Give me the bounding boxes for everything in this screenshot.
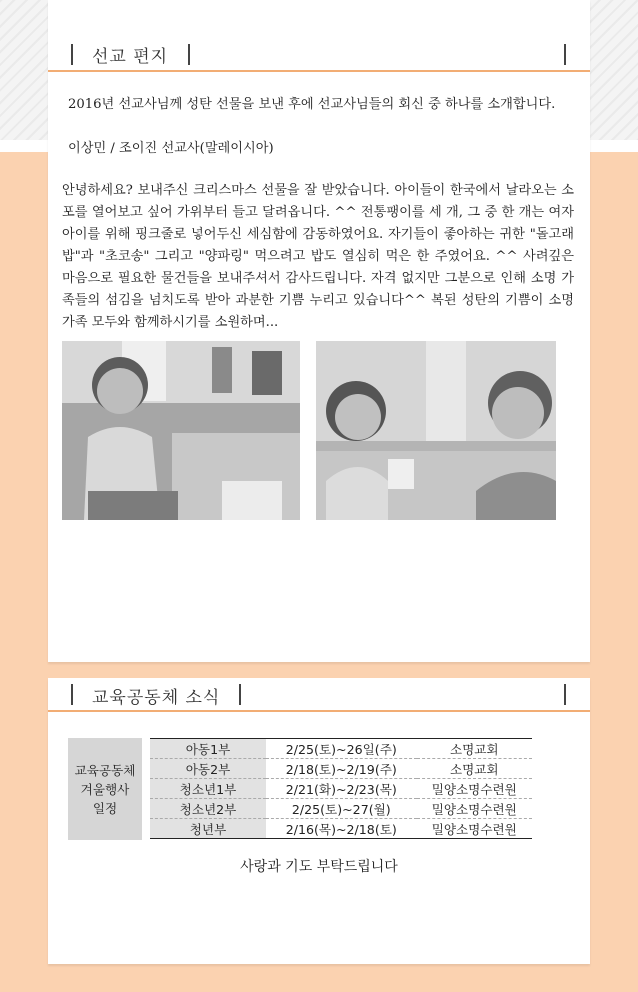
title-bar-right [239, 684, 241, 705]
date-cell: 2/16(목)~2/18(토) [266, 819, 417, 839]
date-cell: 2/18(토)~2/19(주) [266, 759, 417, 779]
place-cell: 소명교회 [417, 759, 532, 779]
prayer-request-note: 사랑과 기도 부탁드립니다 [240, 859, 398, 875]
section-title-bar [48, 678, 590, 712]
table-row [150, 759, 532, 779]
schedule-label-line: 교육공동체 [74, 762, 136, 778]
table-row [150, 779, 532, 799]
photo-boy-with-gifts [62, 341, 300, 520]
place-cell: 소명교회 [417, 739, 532, 759]
table-row [150, 819, 532, 839]
author-line: 이상민 / 조이진 선교사(말레이시아) [68, 141, 274, 156]
dept-cell: 청소년2부 [150, 799, 266, 819]
section-title: 선교 편지 [92, 47, 169, 67]
title-bar-left [71, 684, 73, 705]
table-row [150, 799, 532, 819]
place-cell: 밀양소명수련원 [417, 799, 532, 819]
title-bar-left [71, 44, 73, 65]
schedule-label [68, 738, 142, 840]
education-news-panel [48, 678, 590, 964]
date-cell: 2/25(토)~27(월) [266, 799, 417, 819]
place-cell: 밀양소명수련원 [417, 819, 532, 839]
schedule-label-line: 겨울행사 [80, 781, 130, 797]
section-title: 교육공동체 소식 [92, 688, 221, 708]
section-title-bar [48, 0, 590, 72]
dept-cell: 아동2부 [150, 759, 266, 779]
letter-body: 안녕하세요? 보내주신 크리스마스 선물을 잘 받았습니다. 아이들이 한국에서 날라오는 소포를 열어보고 싶어 가위부터 들고 달려옵니다. ^^ 전통팽이를 세 개, 그 중 한 개는 여자아이를 위해 핑크줄로 넣어두신 세심함에 감동하였어요. 자기들이 좋아하는 귀한 "돌고래밥"과 "초코송" 그리고 "양파링" 먹으려고 밥도 열심히 먹은 한 주였어요. ^^ 사려깊은 마음으로 필요한 물건들을 보내주셔서 감사드립니다. 자격 없지만 그분으로 인해 소명 가족들의 섬김을 넘치도록 받아 과분한 기쁨 누리고 있습니다^^ 복된 성탄의 기쁨이 소명 가족 모두와 함께하시기를 소원하며... [62, 183, 574, 330]
dept-cell: 청소년1부 [150, 779, 266, 799]
date-cell: 2/25(토)~26일(주) [266, 739, 417, 759]
schedule-label-line: 일정 [92, 800, 118, 816]
title-bar-end [564, 684, 566, 705]
mission-letter-panel [48, 0, 590, 662]
winter-event-schedule-table [150, 738, 532, 839]
title-bar-right [188, 44, 190, 65]
table-row [150, 739, 532, 759]
photo-two-children-at-table [316, 341, 556, 520]
date-cell: 2/21(화)~2/23(목) [266, 779, 417, 799]
title-bar-end [564, 44, 566, 65]
dept-cell: 아동1부 [150, 739, 266, 759]
place-cell: 밀양소명수련원 [417, 779, 532, 799]
intro-text: 2016년 선교사님께 성탄 선물을 보낸 후에 선교사님들의 회신 중 하나를 소개합니다. [68, 97, 556, 112]
dept-cell: 청년부 [150, 819, 266, 839]
